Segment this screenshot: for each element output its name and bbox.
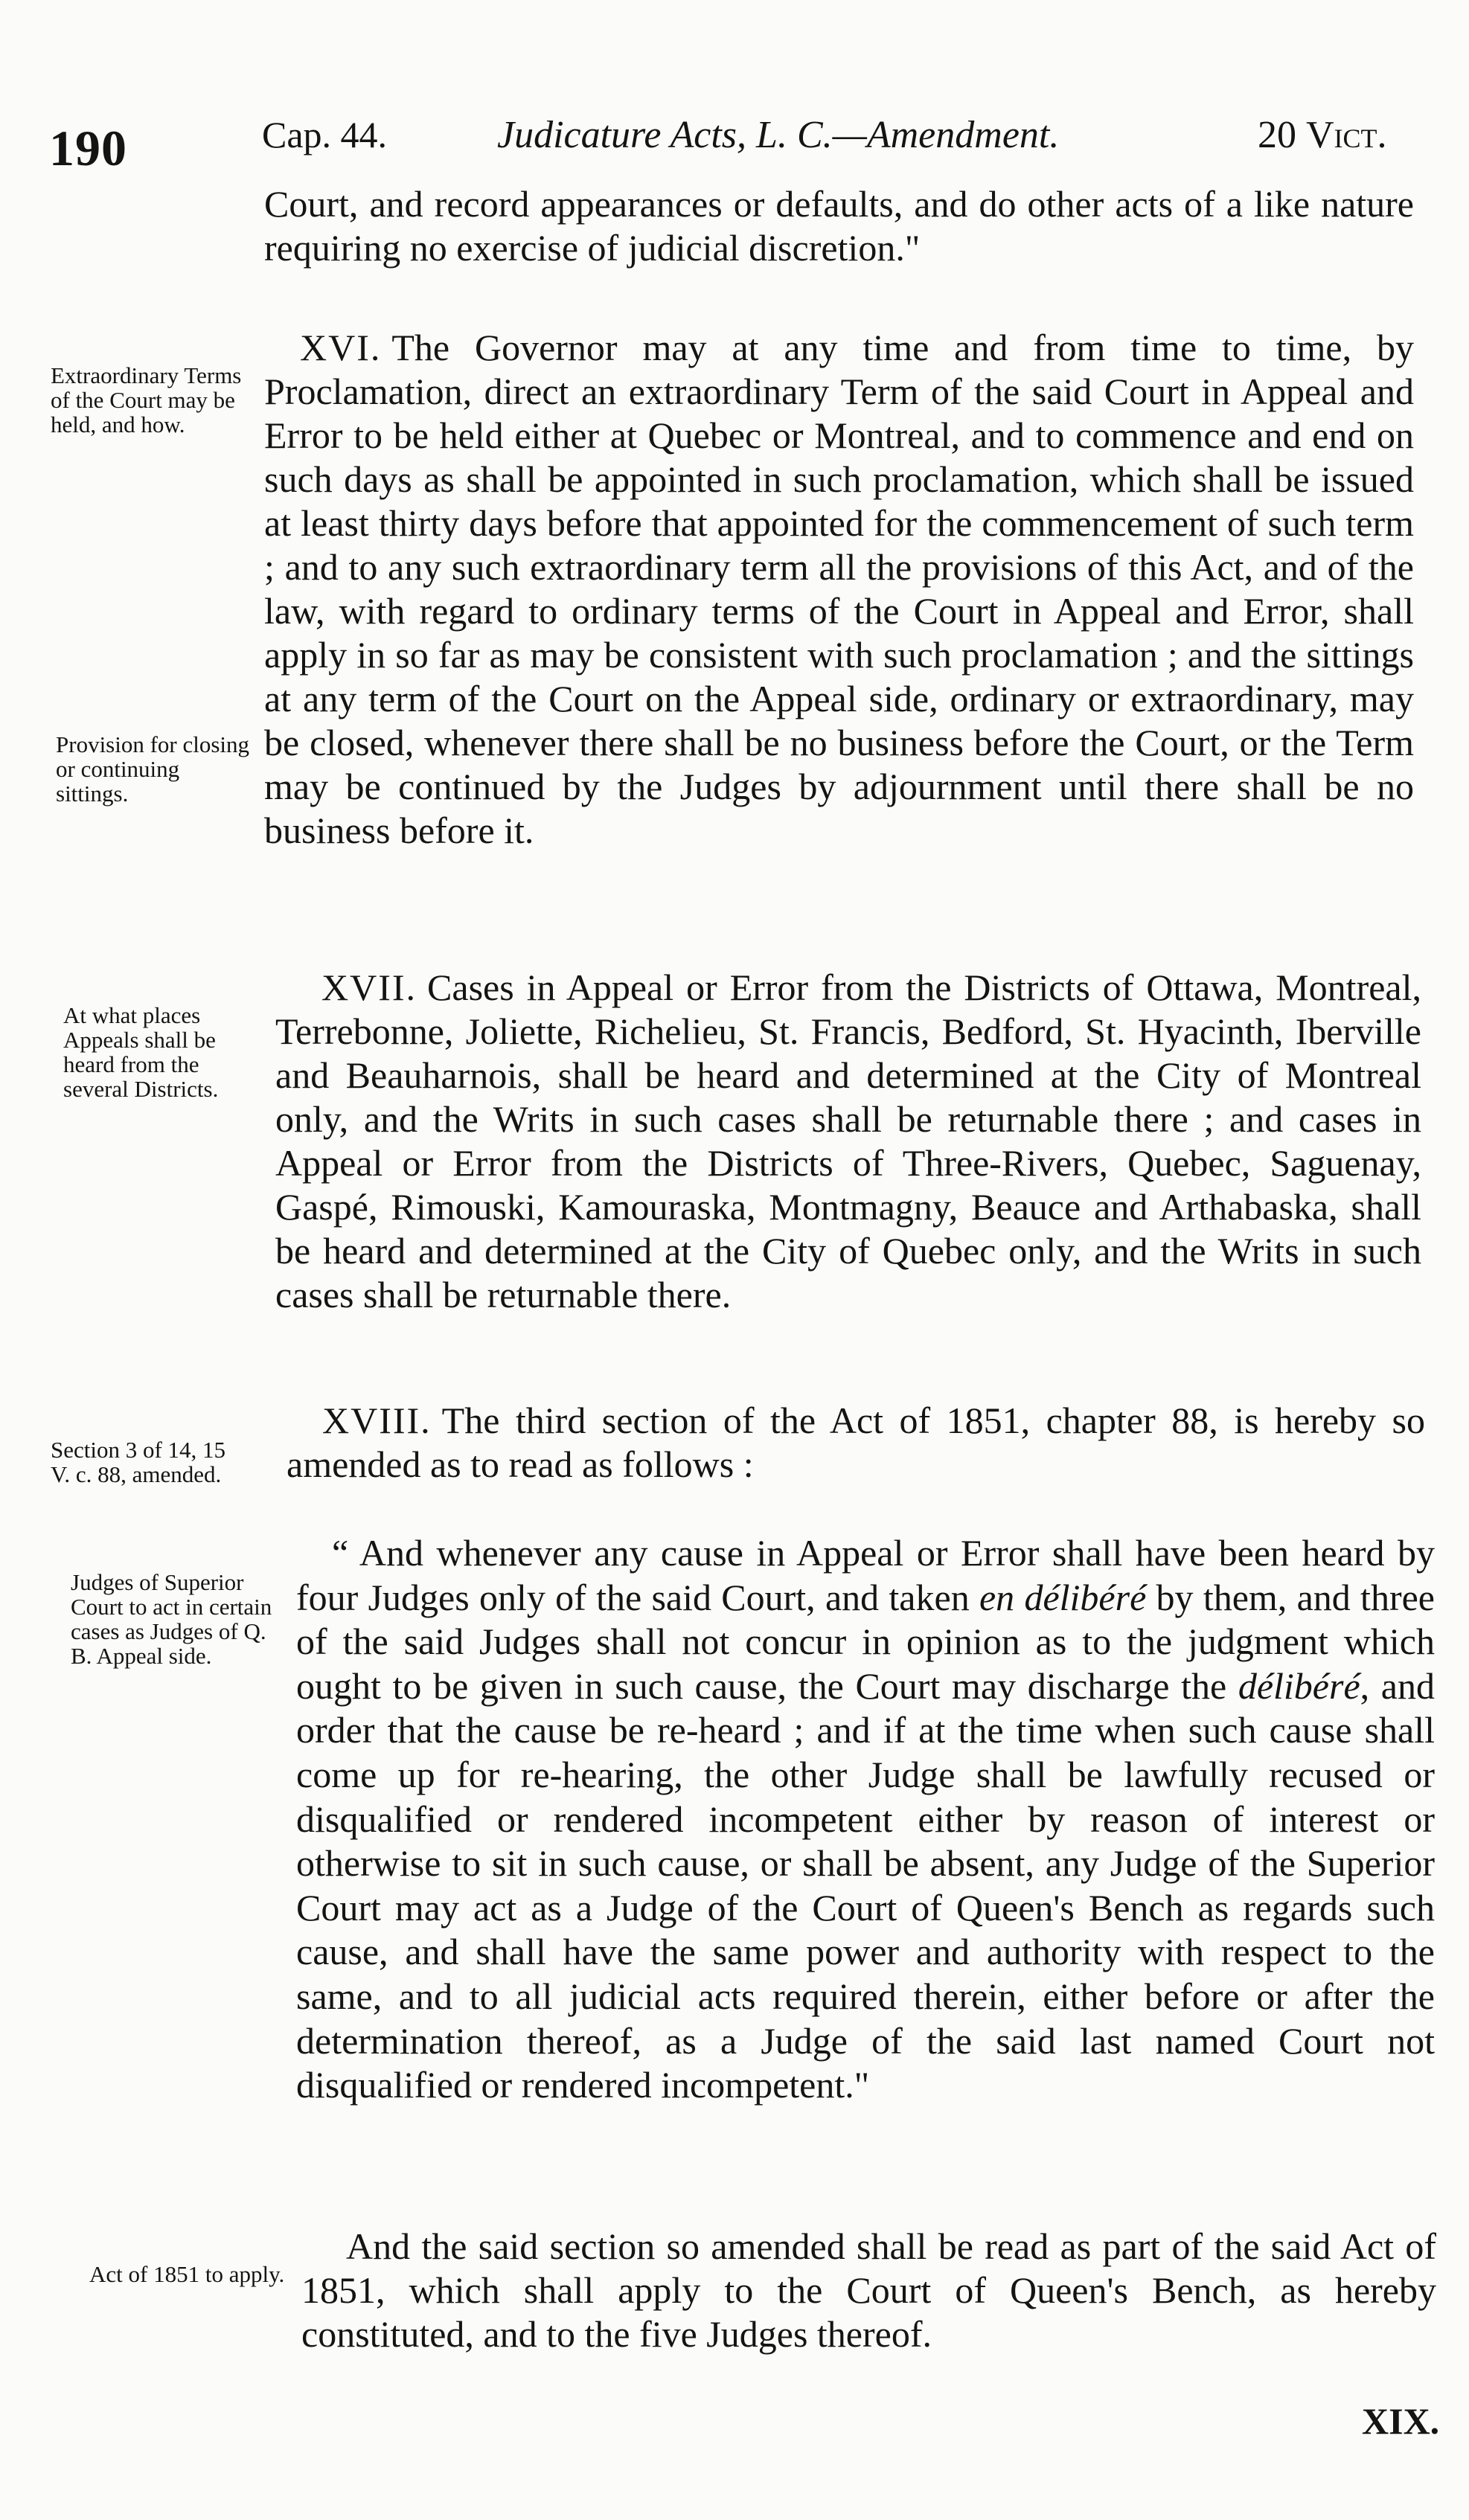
section-xviii [287,1399,1425,1487]
continuation-paragraph [264,182,1414,270]
continuation-text: Court, and record appearances or defaults, and do other acts of a like nature requiring no exercise of judicial discretion." [264,183,1414,269]
amended-section-quote [296,1531,1435,2108]
quote-text-part3: , and order that the cause be re-heard ; and if at the time when such cause shall come up for re-hearing, the other Judge shall be lawfully recused or disqualified or rendered incompetent either by reason of interest or otherwise to sit in such cause, or shall be absent, any Judge of the Superior Court may act as a Judge of the Court of Queen's Bench as regards such cause, and shall have the same power and authority with respect to the same, and to all judicial acts required therein, either before or after the determination thereof, as a Judge of the said last named Court not disqualified or rendered incompetent." [296,1664,1435,2106]
section-xvi [264,326,1414,853]
running-head [45,89,1429,176]
section-xvii-text: Cases in Appeal or Error from the Districts of Ottawa, Montreal, Terrebonne, Joliette, Richelieu, St. Francis, Bedford, St. Hyacinth, Iberville and Beauharnois, shall be heard and determined at the City of Montreal only, and the Writs in such cases shall be returnable there ; and cases in Appeal or Error from the Districts of Three-Rivers, Quebec, Saguenay, Gaspé, Rimouski, Kamouraska, Montmagny, Beauce and Arthabaska, shall be heard and determined at the City of Quebec only, and the Writs in such cases shall be returnable there. [275,966,1421,1315]
quote-italic-en-delibere: en délibéré [979,1576,1147,1618]
regnal-year [1258,113,1387,157]
margin-note-closing-sittings: Provision for closing or continuing sittings. [56,731,250,807]
chapter-number: Cap. 44. [262,114,388,156]
margin-note-appeal-places: At what places Appeals shall be heard from the several Districts. [63,1002,219,1102]
catchword: XIX. [1362,2400,1440,2442]
section-number-xvii: XVII. [321,966,417,1008]
regnal-year-number: 20 [1258,114,1296,156]
margin-note-superior-court-judges: Judges of Superior Court to act in certain cases as Judges of Q. B. Appeal side. [71,1569,272,1669]
margin-note-section-3-amended: Section 3 of 14, 15 V. c. 88, amended. [51,1437,226,1487]
quote-text-part2: by them, and three of the said Judges shall not concur in opinion as to the judgment which ought to be given in such cause, the Court may discharge the [296,1576,1435,1707]
section-number-xviii: XVIII. [322,1400,432,1441]
section-xvi-text: The Governor may at any time and from time to time, by Proclamation, direct an extraordinary Term of the said Court in Appeal and Error to be held either at Quebec or Montreal, and to commence and end on such days as shall be appointed in such proclamation, which shall be issued at least thirty days before that appointed for the commencement of such term ; and to any such extraordinary term all the provisions of this Act, and of the law, with regard to ordinary terms of the Court in Appeal and Error, shall apply in so far as may be consistent with such proclamation ; and the sittings at any term of the Court on the Appeal side, ordinary or extraordinary, may be closed, whenever there shall be no business before the Court, or the Term may be continued by the Judges by adjournment until there shall be no business before it. [264,327,1414,851]
closing-paragraph [301,2225,1436,2356]
margin-note-extraordinary-terms: Extraordinary Terms of the Court may be held, and how. [51,362,242,437]
closing-text: And the said section so amended shall be read as part of the said Act of 1851, which shall apply to the Court of Queen's Bench, as hereby constituted, and to the five Judges thereof. [301,2225,1436,2355]
section-number-xvi: XVI. [300,327,382,368]
quote-italic-delibere: délibéré [1238,1664,1360,1707]
regnal-year-word: Vict. [1306,114,1387,156]
section-xvii [275,966,1421,1317]
quote-text-part1: “ And whenever any cause in Appeal or Error shall have been heard by four Judges only of the said Court, and taken [296,1532,1435,1618]
page-number: 190 [49,120,127,176]
section-xviii-text: The third section of the Act of 1851, chapter 88, is hereby so amended as to read as follows : [287,1400,1425,1485]
running-title: Judicature Acts, L. C.—Amendment. [497,114,1060,156]
margin-note-act-of-1851: Act of 1851 to apply. [89,2261,285,2287]
